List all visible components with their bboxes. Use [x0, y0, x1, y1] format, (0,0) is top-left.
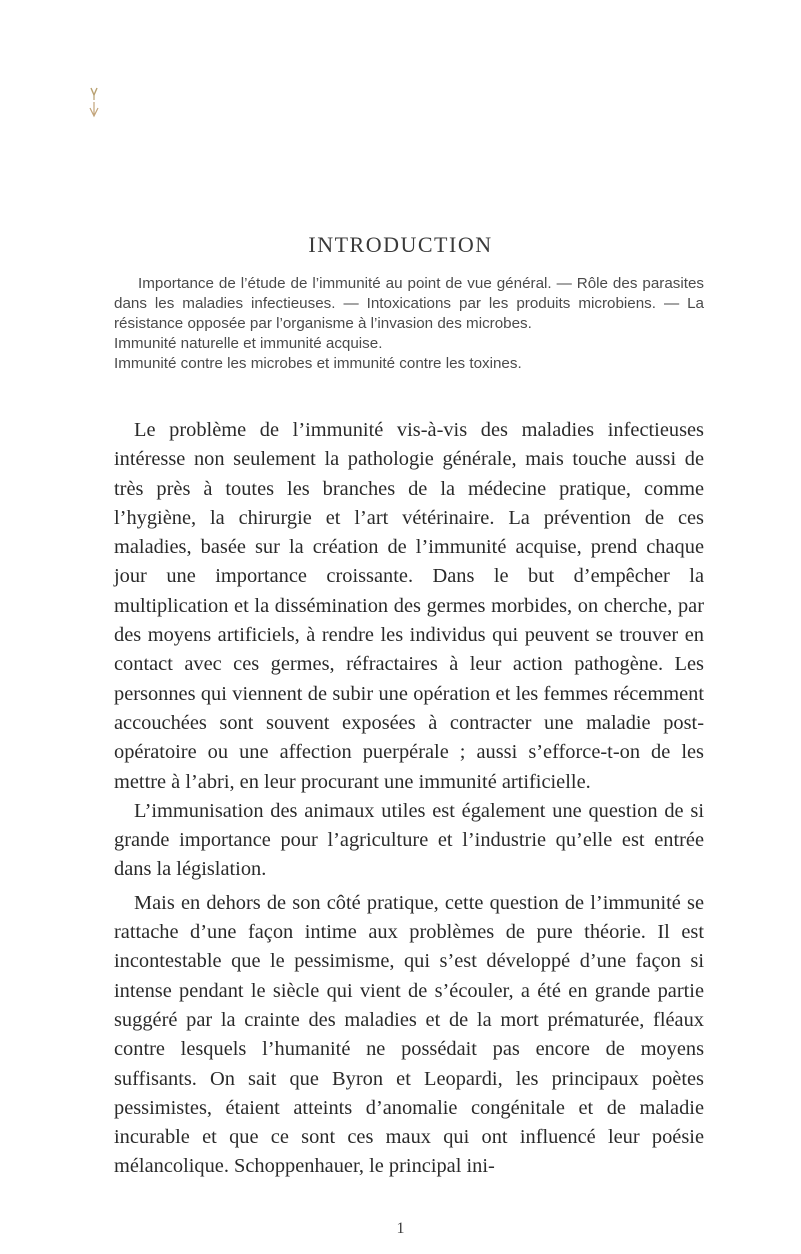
- summary-line: Immunité contre les microbes et immunité contre les toxines.: [114, 355, 522, 372]
- paragraph: Le problème de l’immunité vis-à-vis des maladies infectieuses intéresse non seulement la pathologie générale, mais touche aussi de très près à toutes les branches de la médecine pratique, comme l’hygiène, la chirurgie et l’art vétérinaire. La prévention de ces maladies, basée sur la création de l’immunité acquise, prend chaque jour une importance croissante. Dans le but d’empêcher la multiplication et la dissémination des germes morbides, on cherche, par des moyens artificiels, à rendre les individus qui peuvent se trouver en contact avec ces germes, réfractaires à leur action pathogène. Les personnes qui viennent de subir une opération et les femmes récemment accouchées sont souvent exposées à contracter une maladie post-opératoire ou une affection puerpérale ; aussi s’efforce-t-on de les mettre à l’abri, en leur procurant une immunité artificielle.: [114, 419, 704, 793]
- chapter-title: INTRODUCTION: [308, 232, 493, 257]
- summary-line: Importance de l’étude de l’immunité au point de vue général. — Rôle des parasites dans les maladies infectieuses. — Intoxications par les produits microbiens. — La résistance opposée par l’organisme à l’invasion des microbes.: [114, 275, 704, 332]
- paragraph: Mais en dehors de son côté pratique, cette question de l’immunité se rattache d’une façon intime aux problèmes de pure théorie. Il est incontestable que le pessimisme, qui s’est développé d’une façon si intense pendant le siècle qui vient de s’écouler, a été en grande partie suggéré par la crainte des maladies et de la mort prématurée, fléaux contre lesquels l’humanité ne possédait pas encore de moyens suffisants. On sait que Byron et Leopardi, les principaux poètes pessimistes, étaient atteints d’anomalie congénitale et de maladie incurable et que ce sont ces maux qui ont influencé leur poésie mélancolique. Schoppenhauer, le principal ini-: [114, 891, 704, 1178]
- summary-line: Immunité naturelle et immunité acquise.: [114, 335, 383, 352]
- body-text: [114, 416, 704, 1182]
- library-mark-icon: [87, 86, 101, 122]
- paragraph: L’immunisation des animaux utiles est également une question de si grande importance pour l’agriculture et l’industrie qu’elle est entrée dans la législation.: [114, 799, 704, 881]
- page-number: 1: [396, 1220, 405, 1237]
- chapter-summary: [114, 274, 704, 374]
